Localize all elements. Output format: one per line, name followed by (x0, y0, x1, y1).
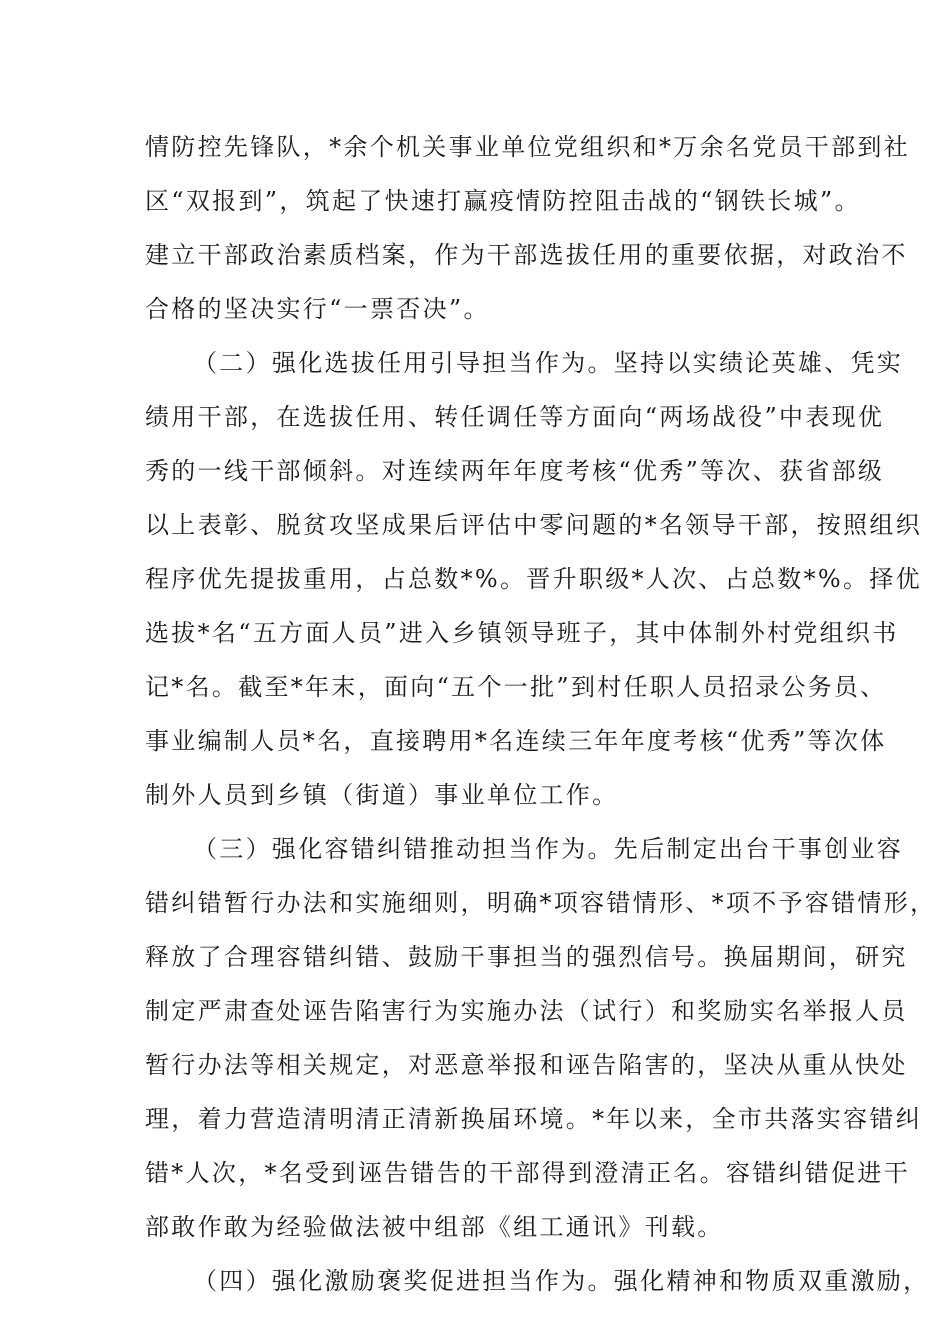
text-line: 选拔*名“五方面人员”进入乡镇领导班子，其中体制外村党组织书 (145, 619, 899, 647)
text-line: 错*人次，*名受到诬告错告的干部得到澄清正名。容错纠错促进干 (145, 1159, 910, 1187)
text-line: 程序优先提拔重用，占总数*%。晋升职级*人次、占总数*%。择优 (145, 565, 922, 593)
text-line: 理，着力营造清明清正清新换届环境。*年以来，全市共落实容错纠 (145, 1105, 922, 1133)
paragraph-heading-4: （四）强化激励褒奖促进担当作为。强化精神和物质双重激励， (193, 1267, 930, 1295)
text-line: 情防控先锋队，*余个机关事业单位党组织和*万余名党员干部到社 (145, 133, 910, 161)
text-line: 区“双报到”，筑起了快速打赢疫情防控阻击战的“钢铁长城”。 (145, 187, 861, 215)
text-line: 暂行办法等相关规定，对恶意举报和诬告陷害的，坚决从重从快处 (145, 1051, 908, 1079)
text-line: 释放了合理容错纠错、鼓励干事担当的强烈信号。换届期间，研究 (145, 943, 908, 971)
text-line: 错纠错暂行办法和实施细则，明确*项容错情形、*项不予容错情形， (145, 889, 937, 917)
text-line: 秀的一线干部倾斜。对连续两年年度考核“优秀”等次、获省部级 (145, 457, 885, 485)
paragraph-heading-3: （三）强化容错纠错推动担当作为。先后制定出台干事创业容 (193, 835, 904, 863)
text-line: 制外人员到乡镇（街道）事业单位工作。 (145, 781, 619, 809)
text-line: 绩用干部，在选拔任用、转任调任等方面向“两场战役”中表现优 (145, 403, 885, 431)
text-line: 事业编制人员*名，直接聘用*名连续三年年度考核“优秀”等次体 (145, 727, 887, 755)
text-line: 制定严肃查处诬告陷害行为实施办法（试行）和奖励实名举报人员 (145, 997, 908, 1025)
text-line: 建立干部政治素质档案，作为干部选拔任用的重要依据，对政治不 (145, 241, 908, 269)
paragraph-heading-2: （二）强化选拔任用引导担当作为。坚持以实绩论英雄、凭实 (193, 349, 904, 377)
text-line: 部敢作敢为经验做法被中组部《组工通讯》刊载。 (145, 1213, 724, 1241)
text-line: 合格的坚决实行“一票否决”。 (145, 295, 490, 323)
text-line: 以上表彰、脱贫攻坚成果后评估中零问题的*名领导干部，按照组织 (145, 511, 922, 539)
text-line: 记*名。截至*年末，面向“五个一批”到村任职人员招录公务员、 (145, 673, 887, 701)
